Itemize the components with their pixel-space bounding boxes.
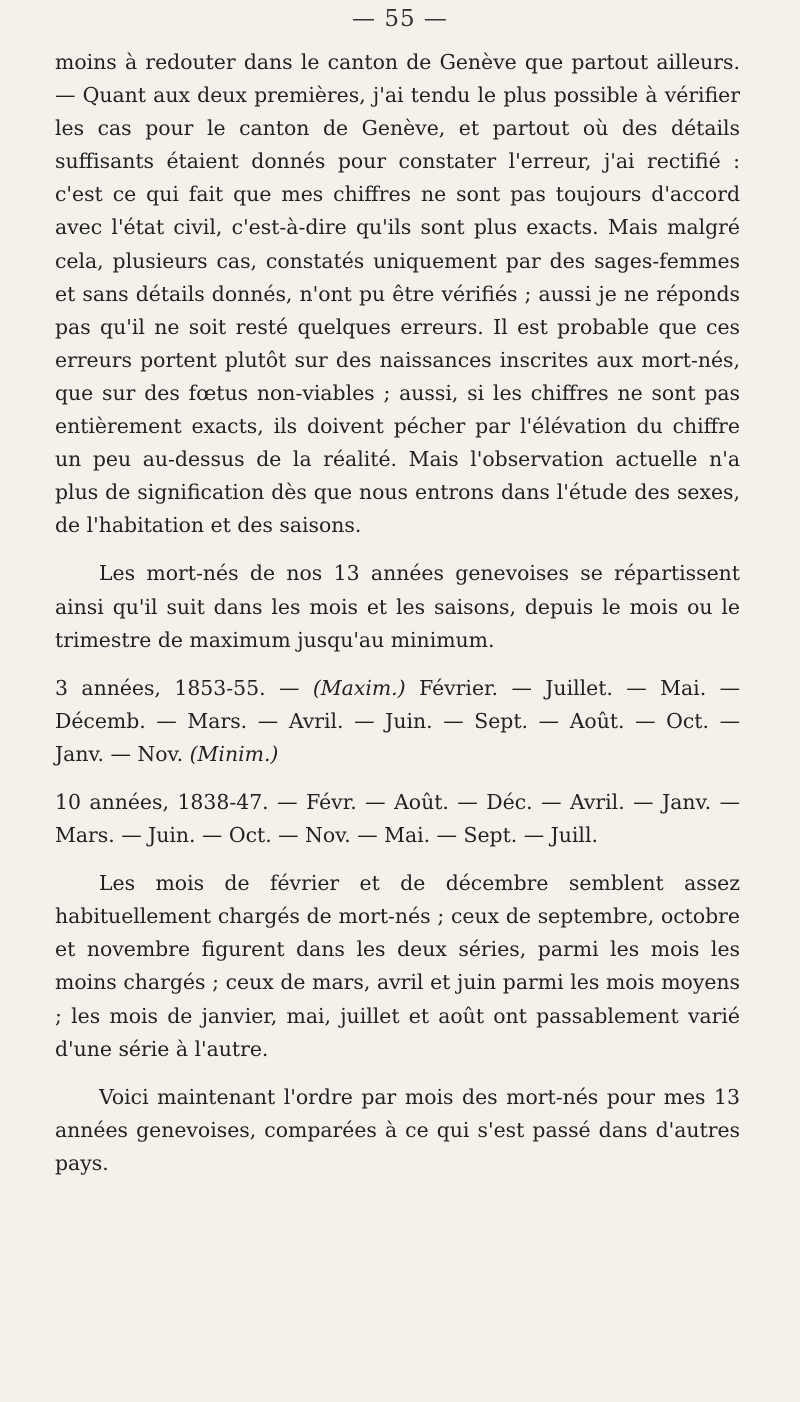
paragraph-continuation: moins à redouter dans le canton de Genève que partout ailleurs. — Quant aux deux premières, j'ai tendu le plus possible à vérifier les cas pour le canton de Genève, et partout où des détails suffisants étaient donnés pour constater l'erreur, j'ai rectifié : c'est ce qui fait que mes chiffres ne sont pas toujours d'accord avec l'état civil, c'est-à-dire qu'ils sont plus exacts. Mais malgré cela, plusieurs cas, constatés uniquement par des sages-femmes et sans détails donnés, n'ont pu être vérifiés ; aussi je ne réponds pas qu'il ne soit resté quelques erreurs. Il est probable que ces erreurs portent plutôt sur des naissances inscrites aux mort-nés, que sur des fœtus non-viables ; aussi, si les chiffres ne sont pas entièrement exacts, ils doivent pécher par l'élévation du chiffre un peu au-dessus de la réalité. Mais l'observation actuelle n'a plus de signification dès que nous entrons dans l'étude des sexes, de l'habitation et des saisons.	[55, 50, 740, 538]
series-1853-55	[55, 672, 740, 771]
minimum-marker: (Minim.)	[189, 741, 279, 766]
body-text	[55, 46, 740, 1180]
paragraph-comparison-intro: Voici maintenant l'ordre par mois des mort-nés pour mes 13 années genevoises, comparées à ce qui s'est passé dans d'autres pays.	[55, 1084, 740, 1175]
page-number: — 55 —	[352, 6, 448, 32]
series-months: Février. — Juillet. — Mai. — Décemb. — Mars. — Avril. — Juin. — Sept. — Août. — Oct. — Janv. — Nov.	[55, 675, 740, 766]
series-label: 3 années, 1853-55. —	[55, 675, 300, 700]
series-label: 10 années, 1838-47. —	[55, 789, 298, 814]
paragraph-distribution-intro: Les mort-nés de nos 13 années genevoises se répartissent ainsi qu'il suit dans les mois et les saisons, depuis le mois ou le trimestre de maximum jusqu'au minimum.	[55, 561, 740, 652]
maximum-marker: (Maxim.)	[312, 675, 406, 700]
paragraph-month-analysis: Les mois de février et de décembre semblent assez habituellement chargés de mort-nés ; ceux de septembre, octobre et novembre figurent dans les deux séries, parmi les mois les moins chargés ; ceux de mars, avril et juin parmi les mois moyens ; les mois de janvier, mai, juillet et août ont passablement varié d'une série à l'autre.	[55, 871, 740, 1061]
series-1838-47	[55, 786, 740, 852]
series-months: Févr. — Août. — Déc. — Avril. — Janv. — Mars. — Juin. — Oct. — Nov. — Mai. — Sept. — Juill.	[55, 789, 741, 848]
